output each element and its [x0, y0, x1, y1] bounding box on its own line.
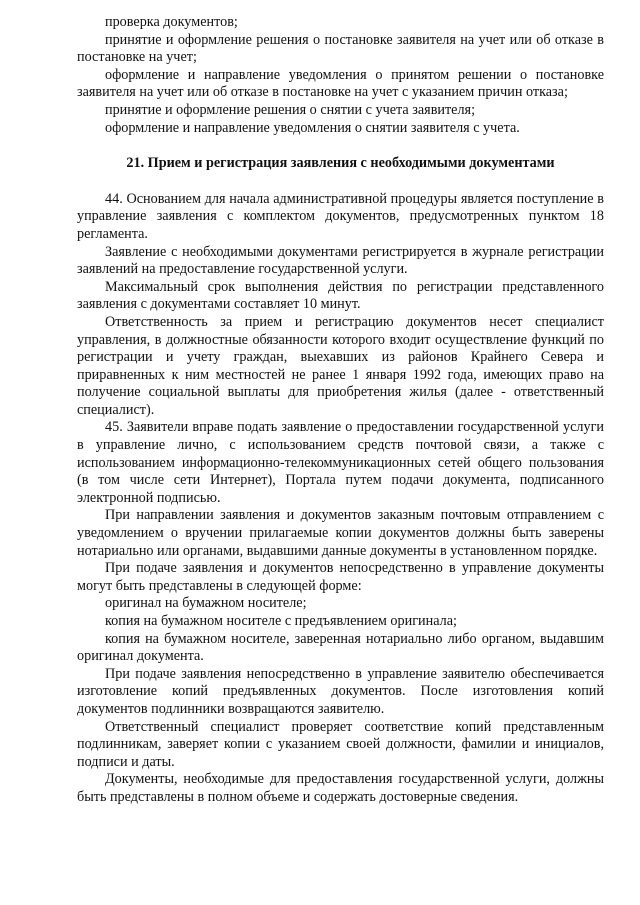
list-item: проверка документов; [105, 14, 238, 30]
list-item: принятие и оформление решения о снятии с учета заявителя; [105, 101, 476, 118]
paragraph: Ответственность за прием и регистрацию документов несет специалист управления, в должностные обязанности которого входит осуществление функций по регистрации и учету граждан, выехавших из районов Крайнего Севера и приравненных к ним местностей не ранее 1 января 1992 года, имеющих право на получение социальной выплаты для приобретения жилья (далее - ответственный специалист). [77, 313, 604, 418]
paragraph: При подаче заявления непосредственно в управление заявителю обеспечивается изготовление копий предъявленных документов. После изготовления копий документов подлинники возвращаются заявителю. [77, 665, 604, 717]
paragraph: Максимальный срок выполнения действия по регистрации представленного заявления с документами составляет 10 минут. [77, 278, 604, 313]
section-heading: 21. Прием и регистрация заявления с необходимыми документами [126, 155, 555, 172]
list-item: оригинал на бумажном носителе; [105, 595, 307, 612]
list-item: оформление и направление уведомления о принятом решении о постановке заявителя на учет или об отказе в постановке на учет с указанием причин отказа; [77, 66, 604, 101]
list-item: принятие и оформление решения о постановке заявителя на учет или об отказе в постановке на учет; [77, 31, 604, 66]
paragraph: Документы, необходимые для предоставления государственной услуги, должны быть представлены в полном объеме и содержать достоверные сведения. [77, 771, 604, 805]
paragraph: При подаче заявления и документов непосредственно в управление документы могут быть представлены в следующей форме: [77, 560, 604, 594]
paragraph: 45. Заявители вправе подать заявление о предоставлении государственной услуги в управление лично, с использованием средств почтовой связи, а также с использованием информационно-телекоммуникационных сетей общего пользования (в том числе сети Интернет), Портала путем подачи документа, подписанного электронной подписью. [77, 419, 604, 506]
top-list [77, 14, 604, 137]
list-item: копия на бумажном носителе с предъявлением оригинала; [105, 613, 457, 629]
paragraph: Ответственный специалист проверяет соответствие копий представленным подлинникам, заверяет копии с указанием своей должности, фамилии и инициалов, подписи и даты. [77, 718, 604, 770]
paragraph: 44. Основанием для начала административной процедуры является поступление в управление заявления с комплектом документов, предусмотренных пунктом 18 регламента. [77, 190, 604, 242]
list-item: оформление и направление уведомления о снятии заявителя с учета. [105, 119, 520, 136]
paragraph: При направлении заявления и документов заказным почтовым отправлением с уведомлением о вручении прилагаемые копии документов должны быть заверены нотариально или органами, выдавшими данные документы в установленном порядке. [77, 507, 604, 559]
paragraph: Заявление с необходимыми документами регистрируется в журнале регистрации заявлений на предоставление государственной услуги. [77, 243, 604, 278]
list-item: копия на бумажном носителе, заверенная нотариально либо органом, выдавшим оригинал документа. [77, 630, 604, 665]
section-body [77, 191, 604, 807]
